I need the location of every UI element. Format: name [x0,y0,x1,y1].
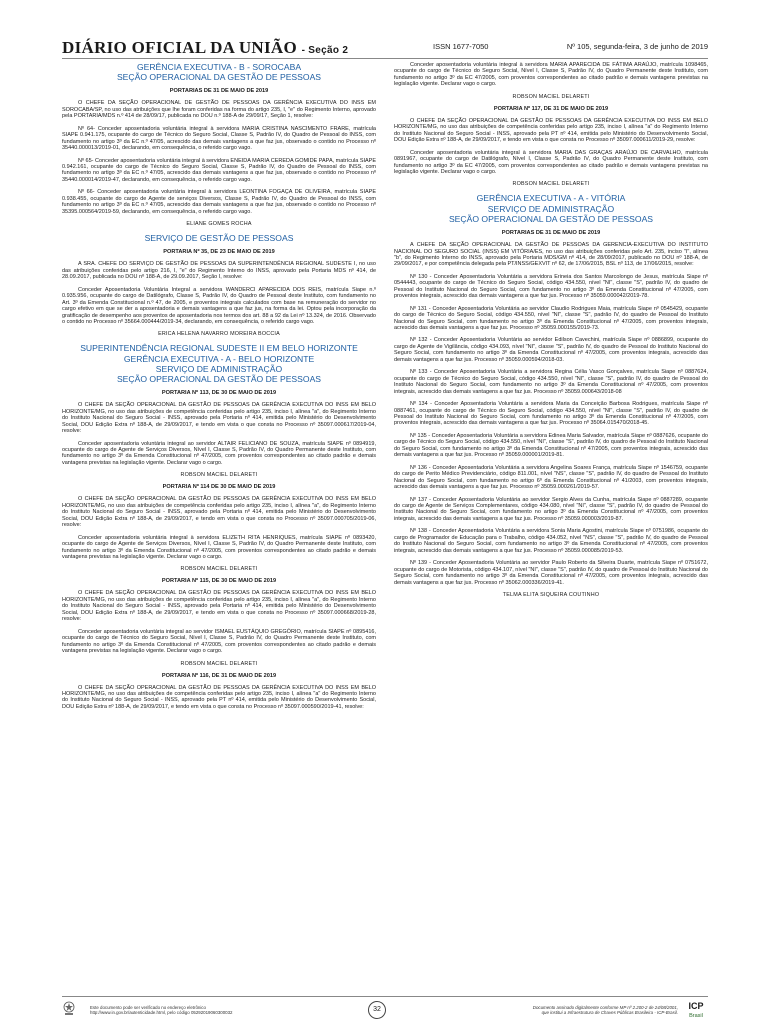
signature-line-2: que institui a Infraestrutura de Chaves Públicas Brasileira - ICP-Brasil. [541,1010,678,1016]
page-footer [62,996,708,1023]
paragraph-text: Nº 64- Conceder aposentadoria voluntária integral à servidora MARIA CRISTINA NASCIMENTO FRARE, matrícula SIAPE 0.941.175, ocupante do cargo de Técnico do Seguro Social, Classe S, Padrão IV, do Quadro de Pessoal do INSS, com fundamento no artigo 3º da EC n.º 47/05, acrescido das demais vantagens a que faz jus, observado o contido no Processo nº 35440.000013/2019-01, declarando, em consequência, o referido cargo vago. [62,125,376,152]
paragraph [62,535,376,561]
signature-note [533,1005,678,1016]
page-number: 32 [368,1001,386,1019]
section-heading: SEÇÃO OPERACIONAL DA GESTÃO DE PESSOAS [116,374,322,385]
paragraph-text: Conceder Aposentadoria Voluntária Integral a servidora WANDERCI APARECIDA DOS REIS, matrícula Siape n.º 0.935.956, ocupante do cargo de Datilógrafo, Classe S, Padrão IV, do Quadro de Pessoal deste Instituto, com fundamento no Art. 3º da Emenda Constitucional n.º 47, de 2005, e proventos integrais calculados com base na remuneração do servidor no cargo efetivo em que se der a aposentadoria e demais vantagens a que faz jus, na forma da lei. Optou pela incorporação da gratificação de desempenho aos proventos de aposentadoria nos termos dos art. 88 a 92 da Lei nº 13.324, de 2016. Observado o contido no Processo nº 35664.000444/2019-34, declarando, em consequência, o referido cargo vago. [62,286,376,326]
paragraph [62,189,376,215]
signatory: ROBSON MACIEL DELARETI [180,660,258,667]
paragraph [394,118,708,144]
paragraph [62,629,376,655]
masthead [62,38,348,58]
section-heading: GERÊNCIA EXECUTIVA - A - BELO HORIZONTE [123,353,315,364]
paragraph-text: O CHEFE DA SEÇÃO OPERACIONAL DA GESTÃO DE PESSOAS DA GERÊNCIA EXECUTIVA DO INSS EM BELO HORIZONTE/MG, no uso das atribuições de competência conferidas pelo artigo 235, inciso I, alínea "a", do Regimento Interno do Instituto Nacional do Seguro Social - INSS, aprovado pela Portaria nº 414, emitida pelo Ministério do Desenvolvimento Social, DOU Edição Extra nº 188-A, de 29/09/2017, e tendo em vista o que consta no Processo nº 35097.000668/2019-28, resolve: [62,590,376,623]
paragraph-text: Conceder aposentadoria voluntária integral ao servidor ISMAEL EUSTÁQUIO GREGÓRIO, matrícula SIAPE nº 0895416, ocupante do cargo de Técnico do Seguro Social, Nível I, Classe S, Padrão IV, do Quadro Permanente deste Instituto, com fundamento no artigo 3º da Emenda Constitucional nº 47/2005, com proventos correspondentes ao citado padrão e demais vantagens previstas na legislação vigente. Declarar vago o cargo. [62,628,376,655]
paragraph [394,560,708,586]
portaria-title: PORTARIA Nº 117, DE 31 DE MAIO DE 2019 [493,105,609,112]
svg-text:ICP: ICP [688,1001,704,1011]
paragraph [394,465,708,491]
signatory: ROBSON MACIEL DELARETI [180,566,258,573]
paragraph-text: Conceder aposentadoria voluntária integral ao servidor ALTAIR FELICIANO DE SOUZA, matrícula SIAPE nº 0894919, ocupante do cargo de Agente de Serviços Diversos, Nível I, Classe S, Padrão IV, do Quadro Permanente deste Instituto, com fundamento no artigo 3º da Emenda Constitucional nº 47/2005, com proventos correspondentes ao citado padrão e demais vantagens previstas na legislação vigente. Declarar vago o cargo. [62,440,376,466]
paragraph-text: Nº 139 - Conceder Aposentadoria Voluntária ao servidor Paulo Roberto da Silveira Duarte, matrícula Siape nº 0751672, ocupante do cargo de Motorista, código 434.107, nível "NI", classe "S", padrão IV, do quadro de Pessoal do Instituto Nacional do Seguro Social, com fundamento no artigo 3º da Emenda Constitucional nº 47/2005, com proventos integrais, acrescido das demais vantagens a que faz jus. Processo nº 35062.000336/2019-41. [394,560,708,586]
signatory: ROBSON MACIEL DELARETI [512,181,590,188]
icp-brasil-logo [684,999,708,1021]
section-heading: SEÇÃO OPERACIONAL DA GESTÃO DE PESSOAS [448,213,654,224]
paragraph [62,402,376,434]
verification-line-2: http://www.in.gov.br/autenticidade.html, pelo código 05292019060300032 [90,1010,233,1016]
paragraph-text: Nº 131 - Conceder Aposentadoria Voluntária ao servidor Claudio Rodrigues Maia, matrícula Siape nº 0545429, ocupante do cargo de Técnico do Seguro Social, código 434.550, nível "NI", classe "S", padrão IV, do quadro de Pessoal do Instituto Nacional do Seguro Social, com fundamento no artigo 3º da Emenda Constitucional nº 47/2005, com proventos integrais, acrescido das demais vantagens a que faz jus. Processo nº 35059.000155/2019-73. [394,305,708,332]
section-heading: SUPERINTENDÊNCIA REGIONAL SUDESTE II EM BELO HORIZONTE [80,343,358,354]
brasao-icon [62,1001,76,1017]
portaria-title: PORTARIAS DE 31 DE MAIO DE 2019 [501,230,601,237]
signatory: ROBSON MACIEL DELARETI [180,472,258,479]
paragraph [62,126,376,152]
portaria-title: PORTARIA Nº 116, DE 31 DE MAIO DE 2019 [161,672,277,679]
paragraph-text: Nº 65- Conceder aposentadoria voluntária integral à servidora ENEIDA MARIA CEREDA GOMIDE PAPA, matrícula SIAPE 0.942.161, ocupante do cargo de Técnico do Seguro Social, Classe S, Padrão IV, do Quadro de Pessoal do INSS, com fundamento no artigo 3º da EC n.º 47/05, acrescido das demais vantagens a que faz jus, observado o contido no Processo nº 35440.000014/2019-47, declarando, em consequência, o referido cargo vago. [62,157,377,183]
paragraph-text: O CHEFE DA SEÇÃO OPERACIONAL DE GESTÃO DE PESSOAS DA GERÊNCIA EXECUTIVA DO INSS EM SOROCABA/SP, no uso das atribuições que lhe foram conferidas na forma do artigo 235, I, "e" do Regimento Interno, aprovado pela PORTARIA/MDS n.º 414 de 28/09/17, publicada no DOU n.º 188-A de 29/09/17, Seção 1, resolve: [62,100,376,120]
edition-date: Nº 105, segunda-feira, 3 de junho de 2019 [566,42,708,51]
paragraph [394,497,708,523]
paragraph [394,401,708,427]
paragraph-text: Conceder aposentadoria voluntária integral à servidora MARIA APARECIDA DE FÁTIMA ARAÚJO, matrícula 1098465, ocupante do cargo de Técnico do Seguro Social, Nível I, Classe S, Padrão IV, do Quadro Permanente deste Instituto, com fundamento no artigo 3º da EC 47/2005, com proventos correspondentes ao citado padrão e demais vantagens previstas na legislação vigente. Declarar vago o cargo. [394,62,708,88]
paragraph-text: Nº 135 - Conceder Aposentadoria Voluntária a servidora Edinea Maria Salvador, matrícula Siape nº 0887626, ocupante do cargo de Técnico do Seguro Social, código 434.550, nível "NI", classe "S", padrão IV, do quadro de Pessoal do Instituto Nacional do Seguro Social, com fundamento no artigo 3º da Emenda Constitucional nº 47/2005, com proventos integrais, acrescido das demais vantagens a que faz jus. Processo nº 35059.000001/2019-81. [394,432,708,459]
paragraph [394,242,708,268]
paragraph [394,62,708,88]
paragraph [62,590,376,622]
paragraph-text: Nº 132 - Conceder Aposentadoria Voluntária ao servidor Edilson Cavechini, matrícula Siape nº 0886899, ocupante do cargo de Agente de Vigilância, código 434.093, nível "NI", classe "S", padrão IV, do quadro de Pessoal do Instituto Nacional do Seguro Social, com fundamento no artigo 3º da Emenda Constitucional nº 47/2005, com proventos integrais, acrescido das demais vantagens a que faz jus. Processo nº 35059.000594/2018-03. [394,337,708,363]
paragraph [394,528,708,554]
signatory: ERICA HELENA NAVARRO MOREIRA BOCCIA [158,331,280,338]
paragraph [394,337,708,363]
paragraph-text: Nº 136 - Conceder Aposentadoria Voluntária a servidora Angelina Soares França, matrícula Siape nº 1546759, ocupante do cargo de Perito Médico Previdenciário, código 811.001, nível "NS", classe "S", padrão IV, do quadro de Pessoal do Instituto Nacional do Seguro Social, com fundamento no artigo 6º da Emenda Constitucional nº 41/2003, com proventos integrais, acrescido das demais vantagens a que faz jus. Processo nº 35059.000261/2019-57. [394,464,708,491]
paragraph [394,150,708,176]
paragraph-text: Nº 134 - Conceder Aposentadoria Voluntária a servidora Maria da Conceição Barbosa Rodrigues, matrícula Siape nº 0887461, ocupante do cargo de Técnico do Seguro Social, código 434.550, nível "NI", classe "S", padrão IV, do quadro de Pessoal do Instituto Nacional do Seguro Social, com fundamento no artigo 3º da Emenda Constitucional nº 47/2005, com proventos integrais, acrescido das demais vantagens a que faz jus. Processo nº 35064.015470/2018-45. [394,401,708,427]
section-heading: SERVIÇO DE ADMINISTRAÇÃO [155,363,283,374]
svg-text:Brasil: Brasil [689,1013,703,1019]
section-heading: GERÊNCIA EXECUTIVA - A - VITÓRIA [476,193,626,204]
portaria-title: PORTARIA Nº 35, DE 23 DE MAIO DE 2019 [163,249,275,256]
paragraph-text: Nº 133 - Conceder Aposentadoria Voluntária a servidora Regina Célia Vasco Gonçalves, matrícula Siape nº 0887624, ocupante do cargo de Técnico do Seguro Social, código 434.550, nível "NI", classe "S", padrão IV, do quadro de Pessoal do Instituto Nacional do Seguro Social, com fundamento no artigo 3º da Emenda Constitucional nº 47/2005, com proventos integrais, acrescido das demais vantagens a que faz jus. Processo nº 35059.000643/2018-08 [394,369,708,395]
paragraph-text: Nº 130 - Conceder Aposentadoria Voluntária a servidora Erineia dos Santos Marcolongo de Jesus, matrícula Siape nº 0544443, ocupante do cargo de Técnico do Seguro Social, código 434.550, nível "NI", classe "S", padrão IV, do quadro de Pessoal do Instituto Nacional do Seguro Social, com fundamento no artigo 3º da Emenda Constitucional nº 47/2005, com proventos integrais, acrescido das demais vantagens a que faz jus. Processo nº 35059.000042/2019-78. [394,273,708,300]
verification-note [90,1005,232,1016]
paragraph [394,369,708,395]
section-heading: SERVIÇO DE GESTÃO DE PESSOAS [144,233,294,244]
paragraph-text: A CHEFE DA SEÇÃO OPERACIONAL DA GESTÃO DE PESSOAS DA GERENCIA-EXECUTIVA DO INSTITUTO NACIONAL DO SEGURO SOCIAL (INSS) EM VITÓRIA/ES, no uso das atribuições conferidas pelo Art. 235, inciso "I", alínea "b", do Regimento Interno do INSS, aprovado pela Portaria MDS/GM nº 414, de 28/09/2017, publicado no DOU nº 188-A, de 29/09/2017, e por competência delegada pela PT/INSS/GEXVIT nº 62, de 17/06/2015, BSL nº 113, de 17/06/2015, resolve: [394,242,708,268]
paragraph-text: O CHEFE DA SEÇÃO OPERACIONAL DA GESTÃO DE PESSOAS DA GERÊNCIA EXECUTIVA DO INSS EM BELO HORIZONTE/MG, no uso das atribuições de competência conferidas pelo artigo 235, inciso I, alínea "a" do Regimento Interno do Instituto Nacional do Seguro Social - INSS, aprovado pela PT nº 414, emitida pelo Ministério do Desenvolvimento Social, DOU Edição Extra nº 188-A, de 29/09/2017, e tendo em vista o que consta no Processo nº 35097.000590/2019-41, resolve: [62,684,376,710]
paragraph-text: A SRA. CHEFE DO SERVIÇO DE GESTÃO DE PESSOAS DA SUPERINTENDÊNCIA REGIONAL SUDESTE I, no uso das atribuições conferidas pelo artigo 216, I, "e" do Regimento Interno do INSS, aprovado pela Portaria MDS nº 414, de 28.09.2017, publicada no DOU nº 188-A, de 29.09.2017, Seção I, resolve: [62,261,376,281]
section-heading: SERVIÇO DE ADMINISTRAÇÃO [487,203,615,214]
section-label: - Seção 2 [301,45,349,56]
page-header [62,38,708,59]
paragraph-text: Nº 66- Conceder aposentadoria voluntária integral à servidora LEONTINA FOGAÇA DE OLIVEIRA, matrícula SIAPE 0.938.455, ocupante do cargo de Agente de serviços Diversos, Classe S, Padrão IV, do Quadro de Pessoal do INSS, com fundamento no artigo 3º da EC n.º 47/05, acrescido das demais vantagens a que faz jus, observado o contido no Processo nº 35395.000564/2019-59, declarando, em consequência, o referido cargo vago. [62,189,376,215]
paragraph [62,685,376,711]
paragraph [62,441,376,467]
paragraph-text: O CHEFE DA SEÇÃO OPERACIONAL DA GESTÃO DE PESSOAS DA GERÊNCIA EXECUTIVA DO INSS EM BELO HORIZONTE/MG, no uso das atribuições de competência conferidas pelo artigo 235, inciso I, alínea "a" do Regimento Interno do Instituto Nacional do Seguro Social - INSS, aprovado pela PT nº 414, emitida pelo Ministério do Desenvolvimento Social, DOU Edição Extra nº 188-A, de 29/09/2017, e tendo em vista o que consta no Processo nº 35097.000611/2019-29, resolve: [394,117,708,144]
paragraph [62,100,376,119]
section-heading: GERÊNCIA EXECUTIVA - B - SOROCABA [136,62,302,72]
portaria-title: PORTARIA Nº 115, DE 30 DE MAIO DE 2019 [161,578,277,585]
paragraph [394,274,708,300]
right-column [394,62,708,604]
portaria-title: PORTARIA Nº 114 DE 30 DE MAIO DE 2019 [162,484,276,491]
issn: ISSN 1677-7050 [433,42,489,51]
paragraph-text: O CHEFE DA SEÇÃO OPERACIONAL DA GESTÃO DE PESSOAS DA GERÊNCIA EXECUTIVA DO INSS EM BELO HORIZONTE/MG, no uso das atribuições de competência conferidas pelo artigo 235, inciso I, alínea "a", do Regimento Interno do Instituto Nacional do Seguro Social - INSS, aprovado pela Portaria nº 414, emitida pelo Ministério do Desenvolvimento Social, DOU Edição Extra nº 188-A, de 29/09/2017, e tendo em vista o que consta no Processo nº 35097.000617/2019-04, resolve: [62,402,376,435]
paragraph [394,433,708,459]
paragraph [62,158,376,184]
verification-line-1: Este documento pode ser verificado no endereço eletrônico [90,1005,206,1010]
paragraph-text: Nº 137 - Conceder Aposentadoria Voluntária ao servidor Sergio Alves da Cunha, matrícula Siape nº 0887289, ocupante do cargo de Agente de Serviços Complementares, código 434.080, nível "NI", classe "S", padrão IV, do quadro de Pessoal do Instituto Nacional do Seguro Social, com fundamento no artigo 3º da Emenda Constitucional nº 47/2005, com proventos integrais, acrescido das demais vantagens a que faz jus. Processo nº 35059.000003/2019-87. [394,496,708,522]
paragraph [62,287,376,326]
signatory: ROBSON MACIEL DELARETI [512,93,590,100]
paragraph-text: Conceder aposentadoria voluntária integral à servidora MARIA DAS GRAÇAS ARAÚJO DE CARVALHO, matrícula 0891967, ocupante do cargo de Datilógrafo, Nível I, Classe S, Padrão IV, do Quadro Permanente deste Instituto, com fundamento no artigo 3º da EC 47/2005, com proventos correspondentes ao citado padrão e demais vantagens previstas na legislação vigente. Declarar vago o cargo. [394,149,708,175]
paragraph-text: Nº 138 - Conceder Aposentadoria Voluntária a servidora Sonia Maria Agostini, matrícula Siape nº 0751986, ocupante do cargo de Programador de Educação para o Trabalho, código 434.052, nível "NS", classe "S", padrão IV, do quadro de Pessoal do Instituto Nacional do Seguro Social, com fundamento no artigo 3º da Emenda Constitucional nº 47/2005, com proventos integrais, acrescido das demais vantagens a que faz jus. Processo nº 35059.000085/2019-53. [394,528,708,554]
signature-line-1: Documento assinado digitalmente conforme MP nº 2.200-2 de 24/08/2001, [532,1005,678,1010]
paragraph-text: Conceder aposentadoria voluntária integral à servidora ELIZETH RITA HENRIQUES, matrícula SIAPE nº 0893420, ocupante do cargo de Agente de Serviços Diversos, Nível I, Classe S, Padrão IV, do Quadro Permanente deste Instituto, com fundamento no artigo 3º da Emenda Constitucional nº 47/2005, com proventos correspondentes ao citado padrão e demais vantagens previstas na legislação vigente. Declarar vago o cargo. [62,534,376,560]
journal-title: DIÁRIO OFICIAL DA UNIÃO [62,38,298,57]
section-heading: SEÇÃO OPERACIONAL DA GESTÃO DE PESSOAS [116,72,322,83]
portaria-title: PORTARIA Nº 113, DE 30 DE MAIO DE 2019 [161,390,277,397]
paragraph-text: O CHEFE DA SEÇÃO OPERACIONAL DA GESTÃO DE PESSOAS DA GERÊNCIA EXECUTIVA DO INSS EM BELO HORIZONTE/MG, no uso das atribuições de competência conferidas pelo artigo 235, inciso I, alínea "a", do Regimento Interno do Instituto Nacional do Seguro Social - INSS, aprovado pela Portaria nº 414, emitida pelo Ministério do Desenvolvimento Social, DOU Edição Extra nº 188-A, de 29/09/2017, e tendo em vista o que consta no Processo nº 35097.000705/2019-06, resolve: [62,496,376,529]
paragraph [62,496,376,528]
left-column [62,62,376,716]
portaria-title: PORTARIAS DE 31 DE MAIO DE 2019 [169,88,269,95]
paragraph [394,306,708,332]
paragraph [62,261,376,280]
signatory: ELIANE GOMES ROCHA [186,221,252,228]
signatory: TELMA ELITA SIQUEIRA COUTINHO [502,591,600,598]
